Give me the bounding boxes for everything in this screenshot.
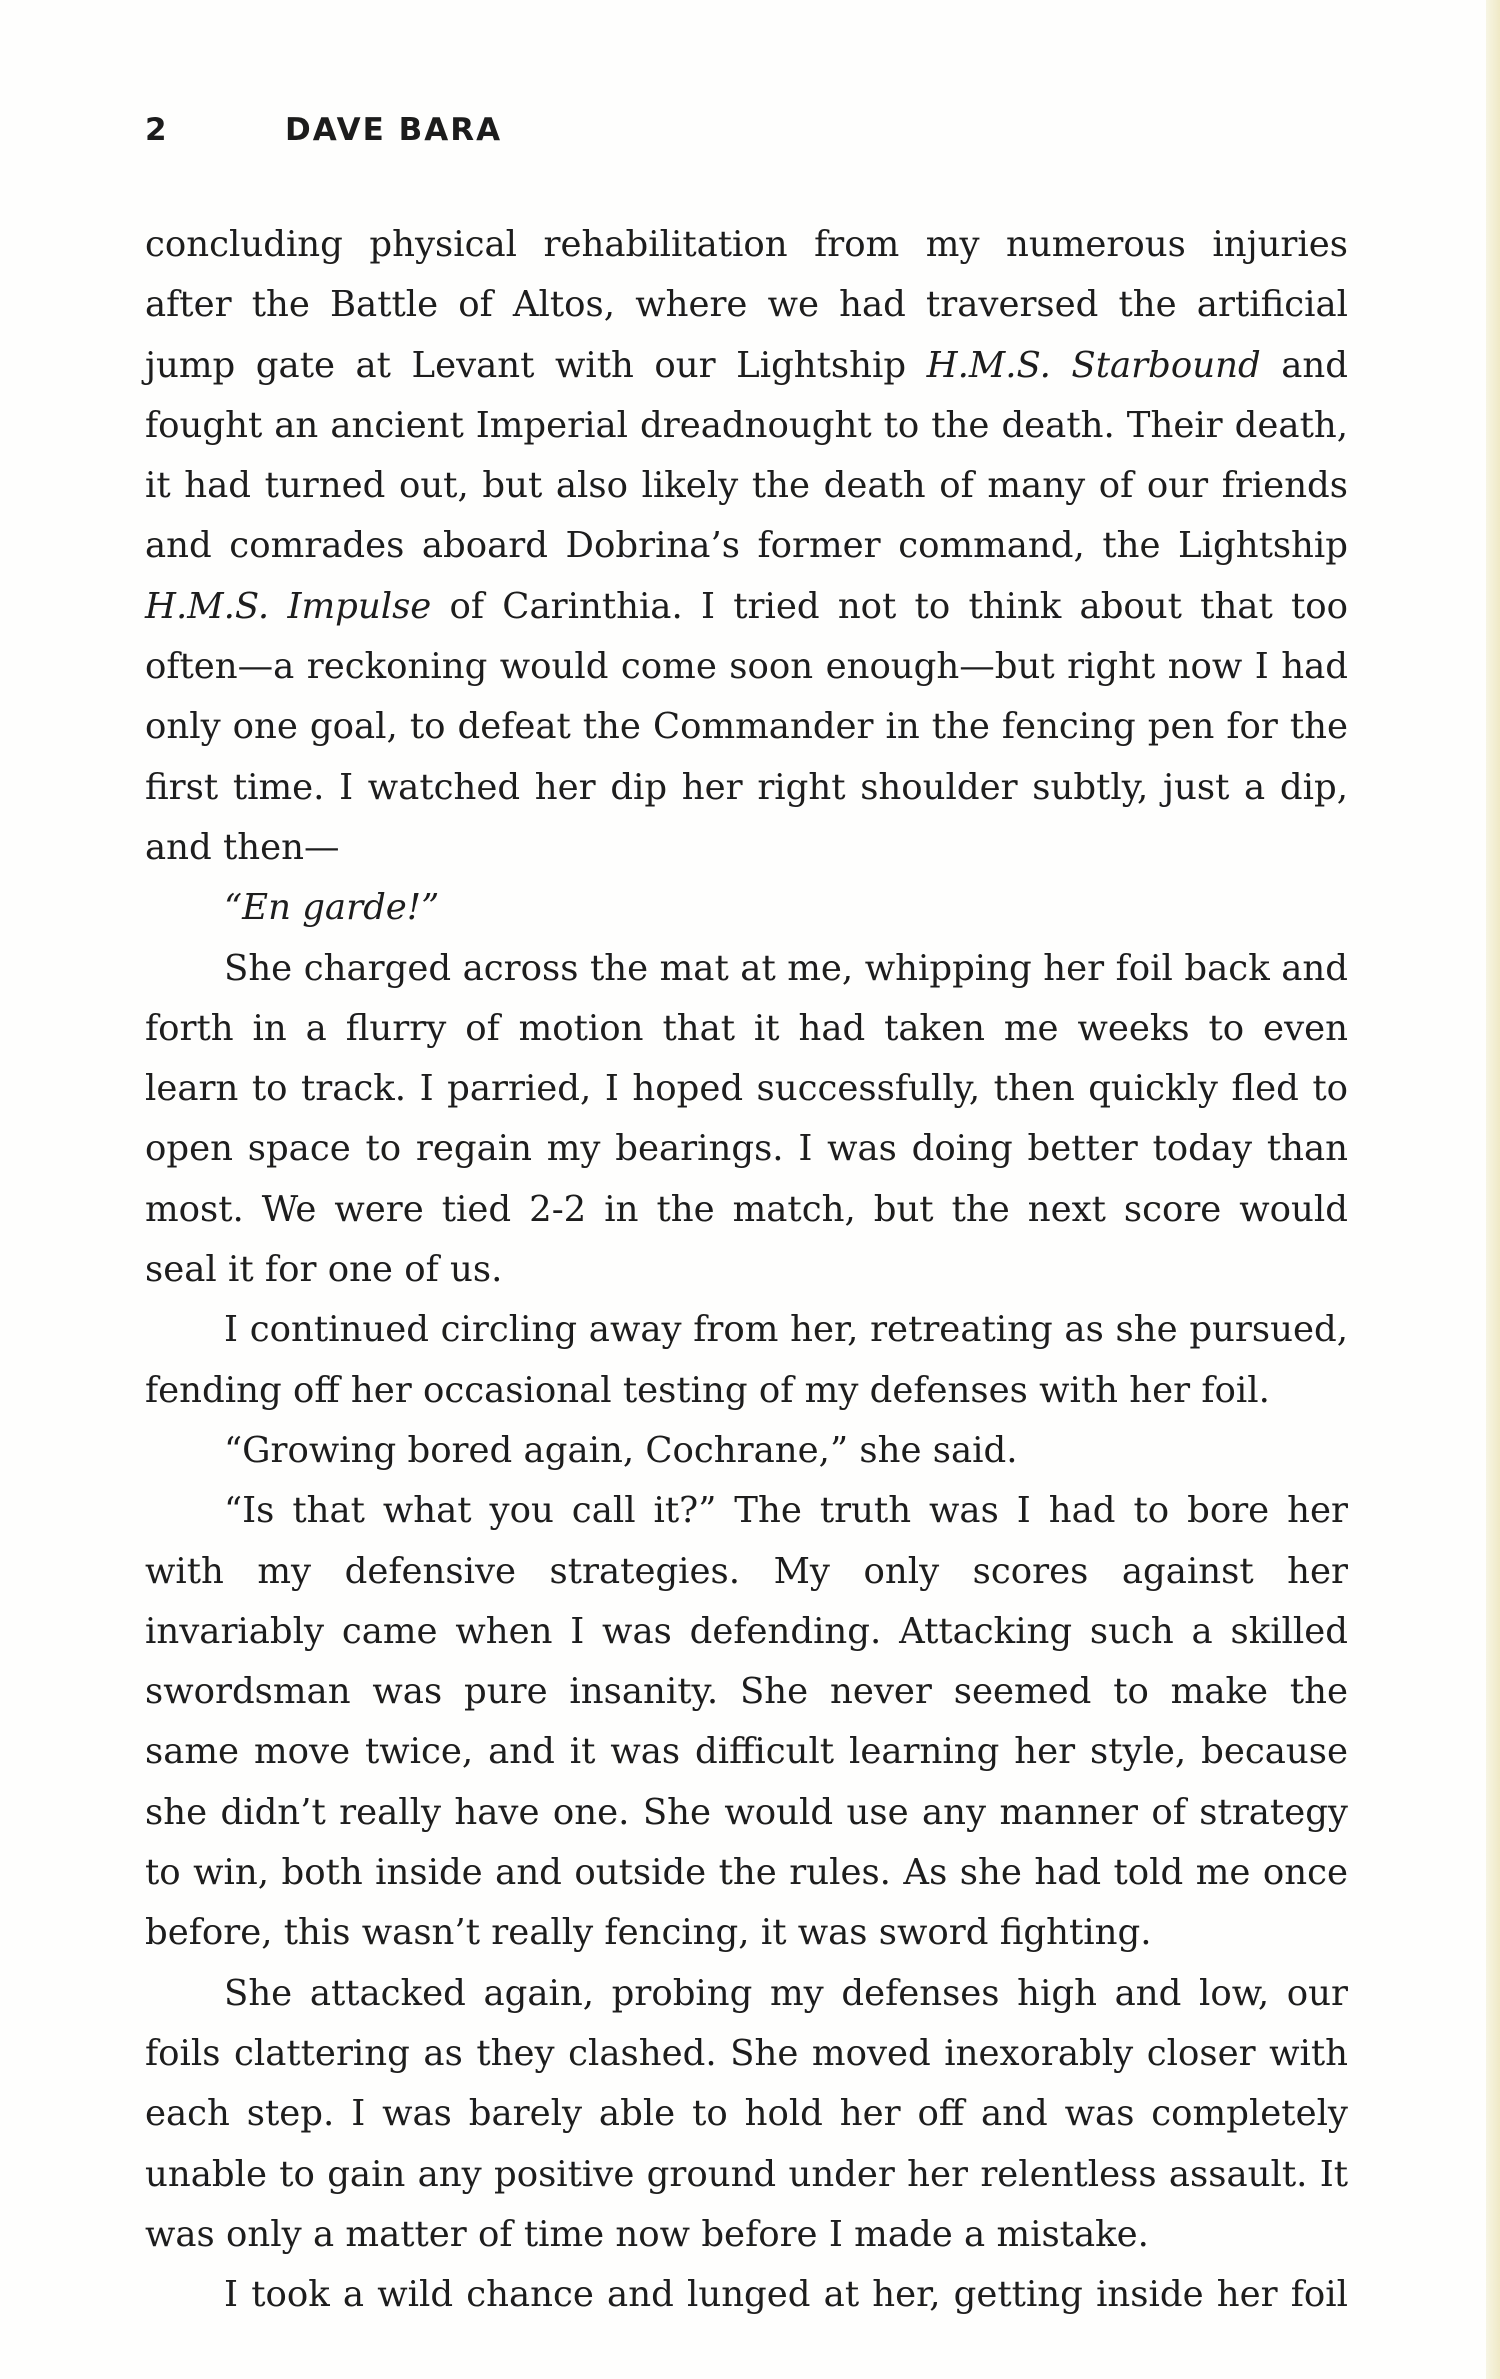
- ship-name-impulse: H.M.S. Impulse: [145, 585, 432, 627]
- text-run: I continued circling away from her, retreating as she pursued, fending off her occasional testing of my defenses with her foil.: [145, 1309, 1348, 1411]
- text-run: “Growing bored again, Cochrane,” she said.: [224, 1429, 1018, 1471]
- ship-name-starbound: H.M.S. Starbound: [926, 344, 1261, 386]
- text-run: She charged across the mat at me, whipping her foil back and forth in a flurry of motion that it had taken me weeks to even learn to track. I parried, I hoped successfully, then quickly fled to open space to regain my bearings. I was doing better today than most. We were tied 2-2 in the match, but the next score would seal it for one of us.: [145, 947, 1348, 1291]
- text-run: and fought an ancient Imperial dreadnought to the death. Their death, it had turned out, but also likely the death of many of our friends and comrades aboard Dobrina’s former command, the Lightship: [145, 344, 1349, 567]
- paragraph-8: [145, 2265, 1348, 2325]
- paragraph-1: [145, 215, 1348, 878]
- dialogue-en-garde: “En garde!”: [224, 887, 440, 929]
- paragraph-2: [145, 878, 1348, 938]
- paragraph-5: [145, 1421, 1348, 1481]
- body-text: [145, 215, 1348, 2325]
- paragraph-7: [145, 1964, 1348, 2265]
- running-head: [145, 112, 502, 148]
- text-run: I took a wild chance and lunged at her, getting inside her foil: [224, 2274, 1348, 2316]
- text-run: She attacked again, probing my defenses high and low, our foils clattering as they clashed. She moved inexorably closer with each step. I was barely able to hold her off and was completely unable to gain any positive ground under her relentless assault. It was only a matter of time now before I made a mistake.: [145, 1972, 1348, 2255]
- paragraph-6: [145, 1481, 1348, 1963]
- page-number: 2: [145, 112, 169, 148]
- text-run: “Is that what you call it?” The truth was I had to bore her with my defensive strategies. My only scores against her invariably came when I was defending. Attacking such a skilled swordsman was pure insanity. She never seemed to make the same move twice, and it was difficult learning her style, because she didn’t really have one. She would use any manner of strategy to win, both inside and outside the rules. As she had told me once before, this wasn’t really fencing, it was sword fighting.: [145, 1490, 1348, 1954]
- text-run: of Carinthia. I tried not to think about that too often—a reckoning would come soon enough—but right now I had only one goal, to defeat the Commander in the fencing pen for the first time. I watched her dip her right shoulder subtly, just a dip, and then—: [145, 585, 1348, 868]
- page-edge-shadow: [1486, 0, 1500, 2379]
- text-run: concluding physical rehabilitation from my numerous injuries after the Battle of Altos, where we had traversed the artificial jump gate at Levant with our Lightship: [145, 224, 1348, 386]
- paragraph-3: [145, 939, 1348, 1301]
- author-name: DAVE BARA: [285, 112, 503, 148]
- paragraph-4: [145, 1300, 1348, 1421]
